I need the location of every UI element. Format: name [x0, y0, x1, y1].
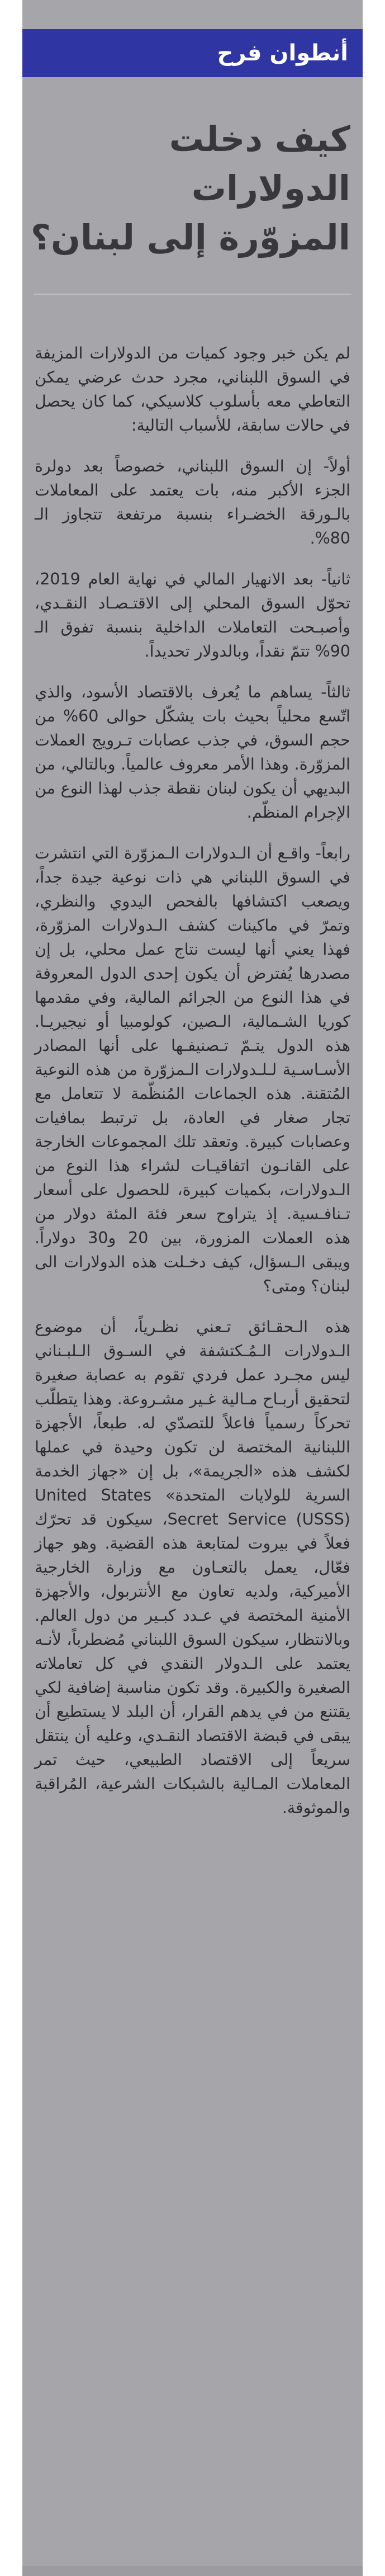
headline-line-3: المزوّرة إلى لبنان؟	[31, 217, 350, 258]
paragraph-fourth-reason: رابعاً- واقـع أن الـدولارات الـمزوّرة التي انتشرت في السوق اللبناني هي ذات نوعية جيدة جداً، ويصعب اكتشافها بالفحص اليدوي والنظري، وتمرّ في ماكينات كشف الـدولارات المزوّرة، فهذا يعني أنها ليست نتاج عمل محلي، بل إن مصدرها يُفترض أن يكون إحدى الدول المعروفة في هذا النوع من الجرائم المالية، وفي مقدمها كوريا الشـمالية، الـصين، كولومبيا أو نيجيريـا. هذه الدول يتـمّ تـصنيفـها على أنها المصادر الأسـاسـية لـلـدولارات الـمزوّرة من هذه النوعية المُتقنة. هذه الجماعات المُنظّمة لا تتعامل مع تجار صغار في العادة، بل ترتبط بمافيات وعصابات كبيرة. وتعقد تلك المجموعات الخارجة على القانـون اتفاقيـات لشراء هذا النوع من الـدولارات، بكميات كبيرة، للحصول على أسعار تـنافـسية. إذ يتراوح سعر فئة المئة دولار من هذه العملات المزورة، بين 20 و30 دولاراً. ويبقى الـسؤال، كيف دخـلت هذه الدولارات الى لبنان؟ ومتى؟	[35, 844, 350, 1295]
headline-line-1: كيف دخلت	[169, 119, 350, 159]
paragraph-first-reason: أولاً- إن السوق اللبناني، خصوصاً بعد دولرة الجزء الأكبر منه، بات يعتمد على المعاملات بالـورقة الخضـراء بنسبة مرتفعة تتجاوز الـ 80%.	[35, 457, 350, 548]
bottom-rule	[22, 2566, 363, 2576]
author-name: أنطوان فرح	[217, 40, 348, 66]
paragraph-conclusion: هذه الـحقـائق تـعني نظـرياً، أن موضوع الـدولارات الـمُـكتشفة في السـوق الـلبـناني ليس مجـرد عمل فردي تقوم به عصابة صغيرة لتحقيق أربـاح مـالية غـير مشـروعة. وهذا يتطلّب تحركاً رسمياً فاعلاً للتصدّي له. طبعاً، الأجهزة اللبنانية المختصة لن تكون وحيدة في عملها لكشف هذه «الجريمة»، بل إن «جهاز الخدمة السرية للولايات المتحدة» United States Secret Service (USSS)، سيكون قد تحرّك فعلاً في بيروت لمتابعة هذه القضية. وهو جهاز فعّال، يعمل بالتعـاون مع وزارة الخارجية الأميركية، ولديه تعاون مع الأنتربول، والأجهزة الأمنية المختصة في عـدد كبـير من دول العالم. وبالانتظار، سيكون السوق اللبناني مُضطرباً، لأنـه يعتمد على الـدولار النقدي في كل تعاملاته الصغيرة والكبيرة. وقد تكون مناسبة إضافية لكي يقتنع من في يدهم القرار، أن البلد لا يستطيع أن يبقى في قبضة الاقتصاد النقـدي، وعليه أن ينتقل سريعاً إلى الاقتصاد الطبيعي، حيث تمر المعاملات المـالية بالشبكات الشرعية، المُراقبة والموثوقة.	[35, 1318, 350, 1817]
paragraph-intro: لم يكن خبر وجود كميات من الدولارات المزيفة في السوق اللبناني، مجرد حدث عرضي يمكن التعاطي معه بأسلوب كلاسيكي، كما كان يحصل في حالات سابقة، للأسباب التالية:	[35, 344, 350, 435]
article-headline	[22, 115, 363, 262]
article-body	[22, 341, 363, 1837]
paragraph-second-reason: ثانياً- بعد الانهيار المالي في نهاية العام 2019، تحوّل السوق المحلي إلى الاقتـصـاد النقـدي، وأصبـحت التعاملات الداخلية بنسبة تفوق الـ 90% تتمّ نقداً، وبالدولار تحديداً.	[35, 570, 350, 660]
paragraph-third-reason: ثالثاً- يساهم ما يُعرف بالاقتصاد الأسود، والذي اتّسع محلياً بحيث بات يشكّل حوالى 60% من حجم السوق، في جذب عصابات تـرويج العملات المزوّرة. وهذا الأمر معروف عالمياً. وبالتالي، من البديهي أن يكون لبنان نقطة جذب لهذا النوع من الإجرام المنظّم.	[35, 683, 350, 822]
headline-divider	[34, 294, 351, 295]
headline-line-2: الدولارات	[191, 168, 350, 209]
author-header	[22, 29, 363, 77]
